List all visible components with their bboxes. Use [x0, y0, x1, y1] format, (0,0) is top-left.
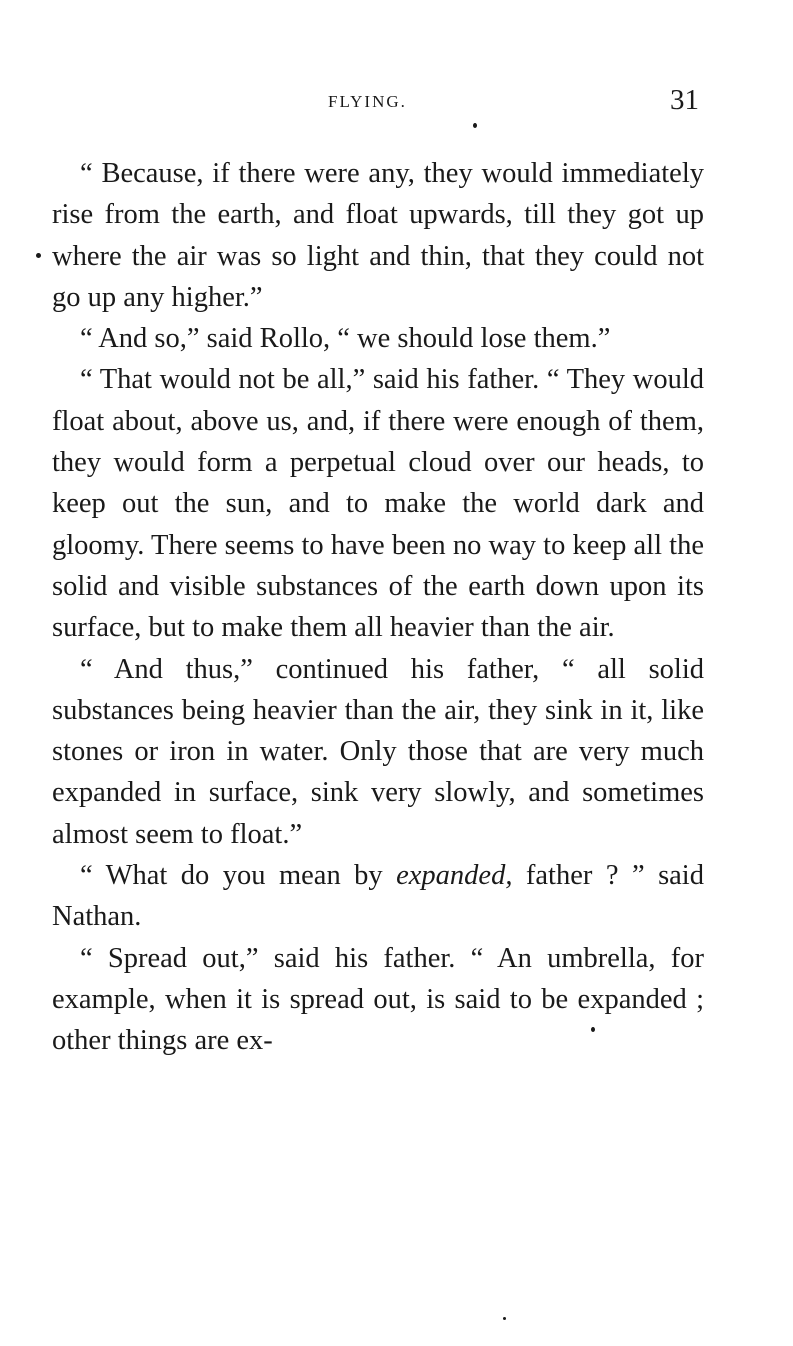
paragraph: “ Because, if there were any, they would immediately rise from the earth, and float upwards, till they got up where the air was so light and thin, that they could not go up any higher.”: [52, 158, 704, 313]
scan-speck: [591, 1027, 595, 1032]
paragraph: “ And thus,” continued his father, “ all solid substances being heavier than the air, they sink in it, like stones or iron in water. Only those that are very much expanded in surface, sink very slowly, and sometimes almost seem to float.”: [52, 653, 704, 850]
paragraph: [52, 855, 704, 938]
page-header: [0, 84, 793, 124]
scan-speck: [36, 253, 41, 258]
page-number: 31: [670, 84, 699, 116]
paragraph-text: father ? ” said Nathan.: [52, 860, 704, 933]
paragraph: “ And so,” said Rollo, “ we should lose them.”: [80, 323, 611, 355]
scan-speck: [503, 1317, 506, 1320]
body-text: [52, 153, 704, 1062]
scan-speck: [473, 123, 477, 128]
paragraph: “ Spread out,” said his father. “ An umbrella, for example, when it is spread out, is said to be expanded ; other things are ex-: [52, 942, 704, 1057]
running-head: FLYING.: [328, 92, 407, 111]
paragraph-text: “ What do you mean by: [80, 860, 397, 892]
paragraph: “ That would not be all,” said his father. “ They would float about, above us, and, if there were enough of them, they would form a perpetual cloud over our heads, to keep out the sun, and to make the world dark and gloomy. There seems to have been no way to keep all the solid and visible substances of the earth down upon its surface, but to make them all heavier than the air.: [52, 364, 704, 644]
emphasized-word: expanded,: [396, 860, 513, 892]
